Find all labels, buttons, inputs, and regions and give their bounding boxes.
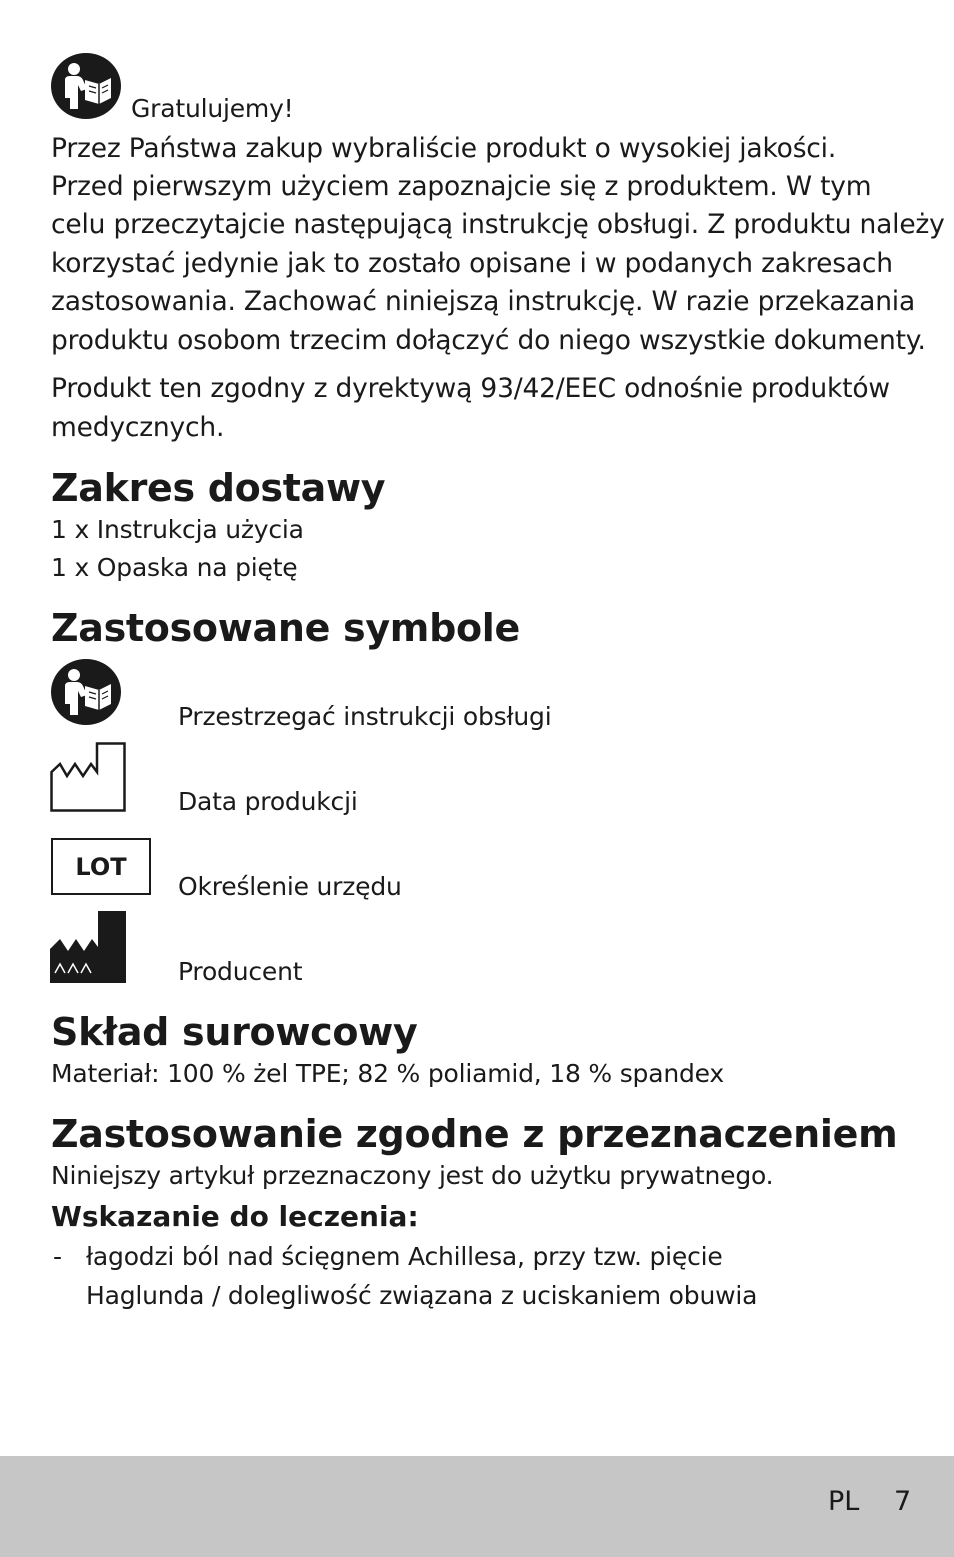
delivery-item: 1 x Instrukcja użycia [51, 515, 304, 544]
material-text: Materiał: 100 % żel TPE; 82 % poliamid, 18 % spandex [51, 1059, 724, 1088]
bullet-marker: - [53, 1242, 62, 1271]
page-number: 7 [894, 1486, 912, 1517]
bullet-line: Haglunda / dolegliwość związana z uciskaniem obuwia [86, 1281, 758, 1310]
symbol-label: Przestrzegać instrukcji obsługi [178, 702, 552, 731]
page-footer [0, 1456, 954, 1557]
intro-line: zastosowania. Zachować niniejszą instrukcję. W razie przekazania [51, 286, 916, 317]
intro-line: Przed pierwszym użyciem zapoznajcie się z produktem. W tym [51, 171, 872, 202]
lot-icon [51, 838, 151, 895]
greeting-text: Gratulujemy! [131, 94, 294, 123]
manufacturer-icon [50, 911, 126, 983]
read-manual-icon [51, 659, 121, 725]
manufacture-date-icon [50, 742, 126, 812]
delivery-item: 1 x Opaska na piętę [51, 553, 298, 582]
intro-line: celu przeczytajcie następującą instrukcję obsługi. Z produktu należy [51, 209, 945, 240]
lot-icon-label: LOT [75, 853, 127, 881]
symbols-heading: Zastosowane symbole [51, 606, 521, 650]
intro-line: Przez Państwa zakup wybraliście produkt o wysokiej jakości. [51, 133, 837, 164]
symbol-label: Producent [178, 957, 303, 986]
material-heading: Skład surowcowy [51, 1010, 418, 1054]
usage-text: Niniejszy artykuł przeznaczony jest do użytku prywatnego. [51, 1161, 774, 1190]
delivery-heading: Zakres dostawy [51, 466, 386, 510]
read-manual-icon [51, 53, 121, 119]
usage-heading: Zastosowanie zgodne z przeznaczeniem [51, 1112, 898, 1156]
indication-subheading: Wskazanie do leczenia: [51, 1200, 419, 1233]
directive-line: Produkt ten zgodny z dyrektywą 93/42/EEC odnośnie produktów [51, 373, 890, 404]
intro-line: produktu osobom trzecim dołączyć do niego wszystkie dokumenty. [51, 325, 926, 356]
bullet-line: łagodzi ból nad ścięgnem Achillesa, przy tzw. pięcie [86, 1242, 723, 1271]
directive-line: medycznych. [51, 412, 225, 443]
symbol-label: Określenie urzędu [178, 872, 402, 901]
language-code: PL [828, 1486, 860, 1517]
intro-line: korzystać jedynie jak to zostało opisane i w podanych zakresach [51, 248, 893, 279]
symbol-label: Data produkcji [178, 787, 358, 816]
